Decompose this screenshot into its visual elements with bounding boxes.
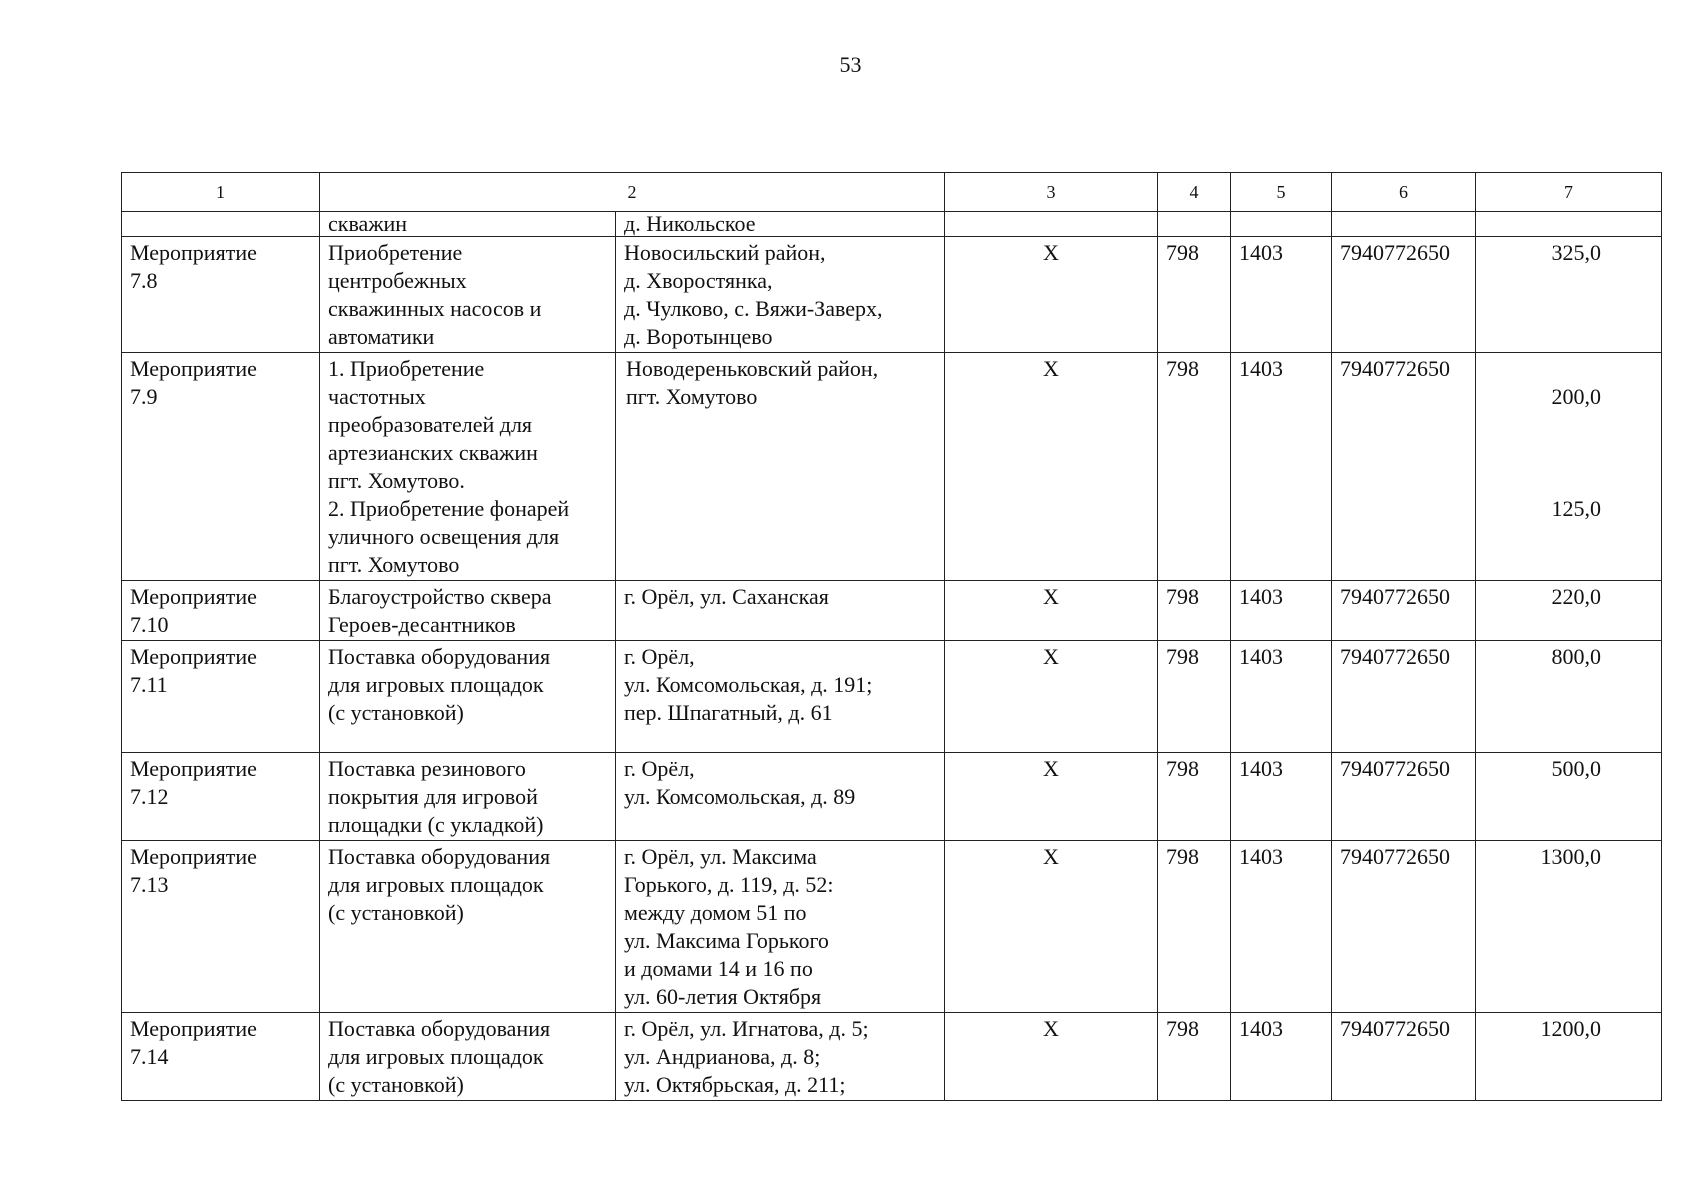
description-cell: Благоустройство сквера Героев-десантников	[320, 581, 616, 641]
table-row	[122, 237, 1662, 353]
amount-cell: 1200,0	[1476, 1013, 1662, 1101]
amount-cell: 800,0	[1476, 641, 1662, 753]
location-cell: г. Орёл, ул. Саханская	[616, 581, 945, 641]
col4-cell: 798	[1158, 1013, 1231, 1101]
col5-cell: 1403	[1231, 1013, 1332, 1101]
measure-id-cell: Мероприятие 7.12	[122, 753, 320, 841]
measure-id-cell: Мероприятие 7.8	[122, 237, 320, 353]
col4-cell: 798	[1158, 581, 1231, 641]
location-cell: г. Орёл, ул. Комсомольская, д. 89	[616, 753, 945, 841]
col5-cell: 1403	[1231, 353, 1332, 581]
description-cell: 1. Приобретение частотных преобразователей для артезианских скважин пгт. Хомутово. 2. Приобретение фонарей уличного освещения для пгт. Хомутово	[320, 353, 616, 581]
col6-cell: 7940772650	[1332, 641, 1476, 753]
header-cell: 7	[1476, 173, 1662, 212]
col5-cell: 1403	[1231, 841, 1332, 1013]
measure-id-cell: Мероприятие 7.10	[122, 581, 320, 641]
col5-cell: 1403	[1231, 753, 1332, 841]
description-cell: Поставка оборудования для игровых площадок (с установкой)	[320, 1013, 616, 1101]
page-number: 53	[839, 52, 862, 77]
col5-cell: 1403	[1231, 237, 1332, 353]
col5-cell: 1403	[1231, 641, 1332, 753]
measure-id-cell: Мероприятие 7.13	[122, 841, 320, 1013]
description-cell: Поставка оборудования для игровых площадок (с установкой)	[320, 841, 616, 1013]
header-cell: 2	[320, 173, 945, 212]
table-row	[122, 353, 1662, 581]
table-row	[122, 212, 1662, 237]
col6-cell: 7940772650	[1332, 353, 1476, 581]
amount-cell: 325,0	[1476, 237, 1662, 353]
table-row	[122, 841, 1662, 1013]
col4-cell: 798	[1158, 841, 1231, 1013]
col3-cell: X	[945, 641, 1158, 753]
col6-cell: 7940772650	[1332, 841, 1476, 1013]
location-cell: г. Орёл, ул. Максима Горького, д. 119, д. 52: между домом 51 по ул. Максима Горького и домами 14 и 16 по ул. 60-летия Октября	[616, 841, 945, 1013]
measure-id-cell: Мероприятие 7.9	[122, 353, 320, 581]
amount-cell: 1300,0	[1476, 841, 1662, 1013]
header-cell: 4	[1158, 173, 1231, 212]
col3-cell: X	[945, 1013, 1158, 1101]
location-cell: г. Орёл, ул. Комсомольская, д. 191; пер. Шпагатный, д. 61	[616, 641, 945, 753]
table-body	[122, 173, 1662, 1101]
measure-id-cell	[122, 212, 320, 237]
location-cell: г. Орёл, ул. Игнатова, д. 5; ул. Андрианова, д. 8; ул. Октябрьская, д. 211;	[616, 1013, 945, 1101]
col6-cell: 7940772650	[1332, 753, 1476, 841]
table-row	[122, 753, 1662, 841]
measure-id-cell: Мероприятие 7.11	[122, 641, 320, 753]
col4-cell: 798	[1158, 753, 1231, 841]
amount-second: 125,0	[1551, 496, 1601, 521]
location-cell: Новосильский район, д. Хворостянка, д. Чулково, с. Вяжи-Заверх, д. Воротынцево	[616, 237, 945, 353]
description-cell: Поставка резинового покрытия для игровой площадки (с укладкой)	[320, 753, 616, 841]
location-cell: Новодереньковский район, пгт. Хомутово	[616, 353, 945, 581]
col5-cell: 1403	[1231, 581, 1332, 641]
col4-cell: 798	[1158, 353, 1231, 581]
column-number-row	[122, 173, 1662, 212]
col6-cell: 7940772650	[1332, 1013, 1476, 1101]
description-cell: Приобретение центробежных скважинных насосов и автоматики	[320, 237, 616, 353]
amount-cell	[1476, 353, 1662, 581]
table-row	[122, 581, 1662, 641]
description-cell: скважин	[320, 212, 616, 237]
header-cell: 1	[122, 173, 320, 212]
col4-cell: 798	[1158, 237, 1231, 353]
col6-cell: 7940772650	[1332, 581, 1476, 641]
col3-cell: X	[945, 841, 1158, 1013]
description-cell: Поставка оборудования для игровых площадок (с установкой)	[320, 641, 616, 753]
col3-cell	[945, 212, 1158, 237]
col5-cell	[1231, 212, 1332, 237]
header-cell: 5	[1231, 173, 1332, 212]
col3-cell: X	[945, 237, 1158, 353]
amount-cell: 220,0	[1476, 581, 1662, 641]
measures-table	[121, 172, 1662, 1101]
table-row	[122, 1013, 1662, 1101]
amount-cell: 500,0	[1476, 753, 1662, 841]
col3-cell: X	[945, 353, 1158, 581]
col6-cell: 7940772650	[1332, 237, 1476, 353]
col4-cell: 798	[1158, 641, 1231, 753]
col3-cell: X	[945, 581, 1158, 641]
header-cell: 6	[1332, 173, 1476, 212]
col6-cell	[1332, 212, 1476, 237]
amount-first: 200,0	[1551, 384, 1601, 409]
measure-id-cell: Мероприятие 7.14	[122, 1013, 320, 1101]
col4-cell	[1158, 212, 1231, 237]
col3-cell: X	[945, 753, 1158, 841]
table-row	[122, 641, 1662, 753]
amount-cell	[1476, 212, 1662, 237]
location-cell: д. Никольское	[616, 212, 945, 237]
header-cell: 3	[945, 173, 1158, 212]
